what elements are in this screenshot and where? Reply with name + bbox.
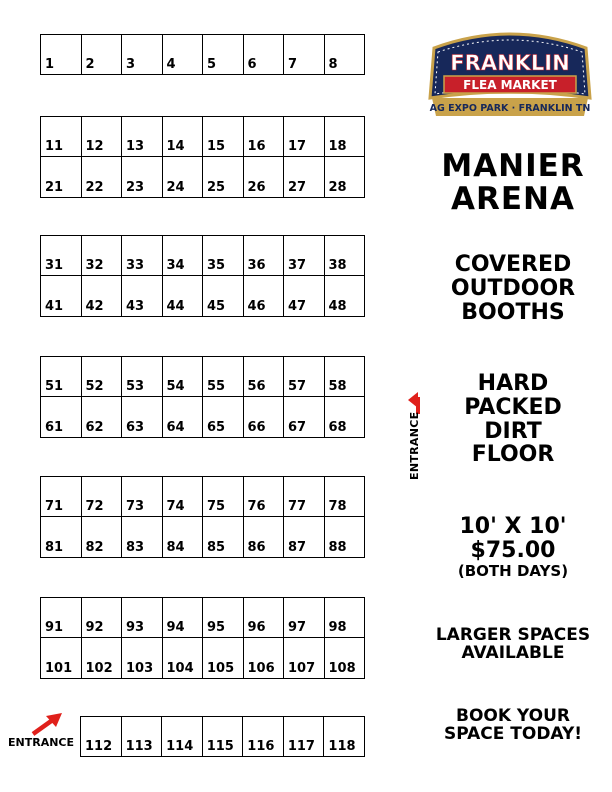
booth-number: 82 <box>85 540 104 555</box>
booth-22 <box>82 157 123 197</box>
booth-number: 77 <box>288 499 307 514</box>
booth-number: 74 <box>166 499 185 514</box>
booth-number: 21 <box>45 180 64 195</box>
booth-block-91-108 <box>40 597 365 679</box>
floor-line-1: HARD <box>477 371 549 396</box>
booth-number: 8 <box>328 57 338 72</box>
booth-number: 102 <box>85 661 113 676</box>
booth-64 <box>163 397 204 437</box>
booth-112 <box>81 717 122 756</box>
booth-106 <box>244 638 285 678</box>
booth-number: 26 <box>247 180 266 195</box>
booth-84 <box>163 517 204 557</box>
booth-107 <box>284 638 325 678</box>
booth-78 <box>325 477 366 517</box>
booth-number: 42 <box>85 299 104 314</box>
booth-number: 88 <box>328 540 347 555</box>
booth-2 <box>82 35 123 74</box>
booth-number: 72 <box>85 499 104 514</box>
booth-66 <box>244 397 285 437</box>
booth-number: 44 <box>166 299 185 314</box>
booth-118 <box>324 717 365 756</box>
booth-number: 34 <box>166 258 185 273</box>
arena-line-1: MANIER <box>441 148 585 184</box>
booth-price: $75.00 <box>470 537 556 563</box>
booth-12 <box>82 117 123 157</box>
booth-28 <box>325 157 366 197</box>
floor-line-2: PACKED <box>464 394 562 420</box>
booth-number: 4 <box>166 57 176 72</box>
booth-76 <box>244 477 285 517</box>
booth-number: 55 <box>207 379 226 394</box>
booth-54 <box>163 357 204 397</box>
booth-93 <box>122 598 163 638</box>
booth-number: 64 <box>166 420 185 435</box>
booth-number: 97 <box>288 620 307 635</box>
booth-104 <box>163 638 204 678</box>
booth-number: 54 <box>166 379 185 394</box>
booth-23 <box>122 157 163 197</box>
covered-line-2: OUTDOOR <box>450 275 576 301</box>
larger-line-1: LARGER SPACES <box>435 625 591 645</box>
booth-number: 22 <box>85 180 104 195</box>
entrance-label-bottom: ENTRANCE <box>8 736 74 749</box>
booth-36 <box>244 236 285 276</box>
book-line-1: BOOK YOUR <box>455 706 570 726</box>
booth-number: 63 <box>126 420 145 435</box>
booth-number: 14 <box>166 139 185 154</box>
booth-size: 10' X 10' <box>459 514 567 539</box>
booth-83 <box>122 517 163 557</box>
entrance-right <box>404 390 426 490</box>
booth-103 <box>122 638 163 678</box>
booth-24 <box>163 157 204 197</box>
booth-number: 104 <box>166 661 194 676</box>
booth-number: 24 <box>166 180 185 195</box>
booth-8 <box>325 35 366 74</box>
booth-number: 92 <box>85 620 104 635</box>
booth-number: 47 <box>288 299 307 314</box>
booth-number: 118 <box>328 739 356 754</box>
booth-number: 3 <box>126 57 136 72</box>
booth-number: 33 <box>126 258 145 273</box>
booth-11 <box>41 117 82 157</box>
book-space-heading <box>420 707 606 744</box>
booth-114 <box>162 717 203 756</box>
booth-41 <box>41 276 82 316</box>
booth-117 <box>284 717 325 756</box>
booth-35 <box>203 236 244 276</box>
booth-102 <box>82 638 123 678</box>
booth-number: 67 <box>288 420 307 435</box>
franklin-flea-market-logo <box>424 26 596 130</box>
booth-number: 18 <box>328 139 347 154</box>
booth-61 <box>41 397 82 437</box>
booth-51 <box>41 357 82 397</box>
booth-56 <box>244 357 285 397</box>
booth-number: 52 <box>85 379 104 394</box>
booth-number: 94 <box>166 620 185 635</box>
booth-17 <box>284 117 325 157</box>
booth-block-31-48 <box>40 235 365 317</box>
logo-location: AG EXPO PARK · FRANKLIN TN <box>429 103 591 114</box>
booth-58 <box>325 357 366 397</box>
larger-spaces-heading <box>420 626 606 663</box>
booth-number: 68 <box>328 420 347 435</box>
booth-number: 27 <box>288 180 307 195</box>
booth-72 <box>82 477 123 517</box>
booth-82 <box>82 517 123 557</box>
booth-31 <box>41 236 82 276</box>
booth-number: 107 <box>288 661 316 676</box>
booth-number: 73 <box>126 499 145 514</box>
booth-37 <box>284 236 325 276</box>
booth-number: 31 <box>45 258 64 273</box>
booth-number: 66 <box>247 420 266 435</box>
booth-115 <box>203 717 244 756</box>
booth-number: 35 <box>207 258 226 273</box>
arena-heading <box>420 150 606 217</box>
booth-block-51-68 <box>40 356 365 438</box>
booth-14 <box>163 117 204 157</box>
booth-number: 105 <box>207 661 235 676</box>
price-heading <box>420 515 606 579</box>
booth-52 <box>82 357 123 397</box>
booth-15 <box>203 117 244 157</box>
booth-number: 53 <box>126 379 145 394</box>
booth-25 <box>203 157 244 197</box>
booth-68 <box>325 397 366 437</box>
booth-4 <box>163 35 204 74</box>
booth-number: 62 <box>85 420 104 435</box>
larger-line-2: AVAILABLE <box>461 643 565 664</box>
booth-27 <box>284 157 325 197</box>
booth-number: 58 <box>328 379 347 394</box>
booth-number: 85 <box>207 540 226 555</box>
booth-5 <box>203 35 244 74</box>
booth-number: 112 <box>85 739 113 754</box>
booth-42 <box>82 276 123 316</box>
entrance-label-right: ENTRANCE <box>408 411 421 480</box>
booth-number: 86 <box>247 540 266 555</box>
booth-number: 103 <box>126 661 154 676</box>
booth-number: 96 <box>247 620 266 635</box>
booth-number: 12 <box>85 139 104 154</box>
booth-number: 37 <box>288 258 307 273</box>
booth-3 <box>122 35 163 74</box>
booth-13 <box>122 117 163 157</box>
booth-number: 6 <box>247 57 257 72</box>
booth-44 <box>163 276 204 316</box>
booth-1 <box>41 35 82 74</box>
booth-number: 93 <box>126 620 145 635</box>
booth-45 <box>203 276 244 316</box>
booth-67 <box>284 397 325 437</box>
floor-line-3: DIRT <box>484 418 542 444</box>
logo-subtitle: FLEA MARKET <box>463 78 557 92</box>
booth-number: 16 <box>247 139 266 154</box>
booth-number: 48 <box>328 299 347 314</box>
booth-row-112-118 <box>80 716 365 757</box>
booth-38 <box>325 236 366 276</box>
booth-33 <box>122 236 163 276</box>
booth-number: 84 <box>166 540 185 555</box>
booth-48 <box>325 276 366 316</box>
booth-108 <box>325 638 366 678</box>
booth-86 <box>244 517 285 557</box>
booth-57 <box>284 357 325 397</box>
arena-line-2: ARENA <box>451 181 575 218</box>
booth-81 <box>41 517 82 557</box>
booth-number: 41 <box>45 299 64 314</box>
booth-7 <box>284 35 325 74</box>
booth-71 <box>41 477 82 517</box>
booth-101 <box>41 638 82 678</box>
book-line-2: SPACE TODAY! <box>443 724 583 745</box>
booth-63 <box>122 397 163 437</box>
booth-32 <box>82 236 123 276</box>
covered-line-3: BOOTHS <box>461 299 565 325</box>
booth-113 <box>122 717 163 756</box>
booth-number: 46 <box>247 299 266 314</box>
booth-number: 57 <box>288 379 307 394</box>
booth-number: 5 <box>207 57 217 72</box>
booth-number: 28 <box>328 180 347 195</box>
booth-number: 108 <box>328 661 356 676</box>
covered-line-1: COVERED <box>454 252 572 277</box>
booth-number: 117 <box>287 739 315 754</box>
booth-number: 43 <box>126 299 145 314</box>
booth-row-1 <box>40 34 365 75</box>
booth-number: 13 <box>126 139 145 154</box>
booth-number: 106 <box>247 661 275 676</box>
booth-number: 38 <box>328 258 347 273</box>
booth-number: 23 <box>126 180 145 195</box>
booth-55 <box>203 357 244 397</box>
booth-number: 56 <box>247 379 266 394</box>
booth-62 <box>82 397 123 437</box>
booth-88 <box>325 517 366 557</box>
booth-number: 71 <box>45 499 64 514</box>
booth-65 <box>203 397 244 437</box>
booth-number: 15 <box>207 139 226 154</box>
booth-number: 45 <box>207 299 226 314</box>
booth-53 <box>122 357 163 397</box>
booth-73 <box>122 477 163 517</box>
booth-number: 32 <box>85 258 104 273</box>
booth-97 <box>284 598 325 638</box>
logo-title: FRANKLIN <box>450 51 570 75</box>
booth-number: 95 <box>207 620 226 635</box>
arrow-up-right-icon <box>30 711 64 737</box>
booth-26 <box>244 157 285 197</box>
booth-number: 98 <box>328 620 347 635</box>
booth-number: 2 <box>85 57 95 72</box>
price-days: (BOTH DAYS) <box>457 561 569 580</box>
booth-74 <box>163 477 204 517</box>
booth-46 <box>244 276 285 316</box>
booth-number: 1 <box>45 57 55 72</box>
booth-16 <box>244 117 285 157</box>
booth-number: 83 <box>126 540 145 555</box>
booth-98 <box>325 598 366 638</box>
booth-number: 11 <box>45 139 64 154</box>
booth-34 <box>163 236 204 276</box>
booth-77 <box>284 477 325 517</box>
booth-number: 65 <box>207 420 226 435</box>
booth-number: 91 <box>45 620 64 635</box>
booth-95 <box>203 598 244 638</box>
booth-number: 76 <box>247 499 266 514</box>
booth-number: 115 <box>206 739 234 754</box>
booth-number: 75 <box>207 499 226 514</box>
booth-number: 101 <box>45 661 73 676</box>
booth-92 <box>82 598 123 638</box>
booth-block-11-28 <box>40 116 365 198</box>
booth-94 <box>163 598 204 638</box>
booth-number: 25 <box>207 180 226 195</box>
booth-47 <box>284 276 325 316</box>
booth-91 <box>41 598 82 638</box>
booth-number: 114 <box>166 739 194 754</box>
booth-75 <box>203 477 244 517</box>
booth-87 <box>284 517 325 557</box>
booth-number: 7 <box>288 57 298 72</box>
booth-number: 78 <box>328 499 347 514</box>
booth-number: 36 <box>247 258 266 273</box>
floor-line-4: FLOOR <box>471 442 555 468</box>
booth-block-71-88 <box>40 476 365 558</box>
booth-number: 17 <box>288 139 307 154</box>
booth-number: 113 <box>125 739 153 754</box>
floor-heading <box>420 372 606 467</box>
booth-number: 81 <box>45 540 64 555</box>
booth-43 <box>122 276 163 316</box>
covered-booths-heading <box>420 253 606 324</box>
booth-6 <box>244 35 285 74</box>
booth-18 <box>325 117 366 157</box>
booth-number: 87 <box>288 540 307 555</box>
booth-number: 116 <box>247 739 275 754</box>
booth-116 <box>243 717 284 756</box>
booth-85 <box>203 517 244 557</box>
booth-number: 51 <box>45 379 64 394</box>
booth-21 <box>41 157 82 197</box>
booth-number: 61 <box>45 420 64 435</box>
booth-96 <box>244 598 285 638</box>
booth-105 <box>203 638 244 678</box>
